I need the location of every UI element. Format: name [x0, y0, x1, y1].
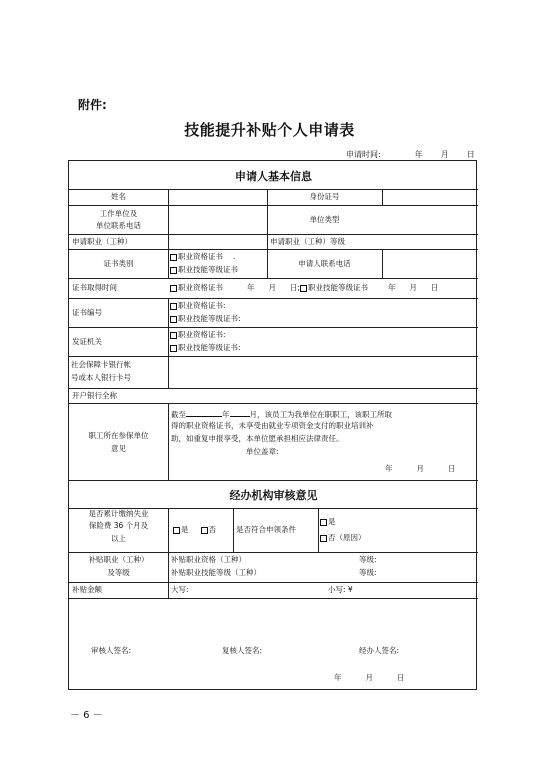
- application-form-table: [68, 160, 477, 690]
- checkbox-icon[interactable]: [170, 303, 177, 310]
- subsidy-skill-level: 等级:: [359, 568, 377, 577]
- checkbox-icon[interactable]: [320, 535, 327, 542]
- review-date: 年 月 日: [334, 673, 405, 682]
- checkbox-icon[interactable]: [173, 527, 180, 534]
- unemployment-options[interactable]: 是 否: [173, 525, 216, 535]
- cert-number-option-qualification[interactable]: 职业资格证书:: [170, 301, 226, 311]
- subsidy-qualification: 补贴职业资格（工种）: [171, 555, 246, 564]
- issuer-option-qualification[interactable]: 职业资格证书:: [170, 330, 226, 340]
- employer-opinion-label-1: 职工所在参保单位: [88, 431, 149, 440]
- section-basic-info-title: 申请人基本信息: [235, 170, 312, 183]
- issuer-option-skill[interactable]: 职业技能等级证书:: [170, 343, 241, 353]
- cert-type-option-skill[interactable]: 职业技能等级证书: [170, 265, 238, 275]
- page-number: － 6 －: [70, 710, 103, 721]
- apply-date: 申请时间: 年 月 日: [346, 150, 475, 159]
- bank-name-label: 开户银行全称: [72, 391, 117, 400]
- apply-occupation-label: 申请职业（工种）: [72, 237, 132, 246]
- cert-number-label: 证书编号: [72, 308, 102, 317]
- eligible-yes-option[interactable]: 是: [320, 517, 336, 527]
- cert-type-label: 证书类别: [103, 259, 134, 268]
- section-review-title: 经办机构审核意见: [229, 489, 318, 502]
- social-card-label-2: 号或本人银行卡号: [71, 373, 131, 382]
- subsidy-amount-label: 补贴金额: [72, 585, 102, 594]
- employer-opinion-label-2: 意见: [111, 444, 126, 453]
- checkbox-icon[interactable]: [170, 254, 177, 261]
- attachment-label: 附件:: [78, 98, 107, 112]
- issuer-label: 发证机关: [72, 337, 102, 346]
- checkbox-icon[interactable]: [170, 332, 177, 339]
- id-number-label: 身份证号: [309, 192, 340, 201]
- name-label: 姓名: [111, 192, 126, 201]
- workplace-label-2: 单位联系电话: [96, 221, 141, 230]
- checkbox-icon[interactable]: [201, 527, 208, 534]
- cert-number-option-skill[interactable]: 职业技能等级证书:: [170, 314, 241, 324]
- cert-time-label: 证书取得时间: [72, 283, 117, 292]
- unit-seal-label: 单位盖章:: [246, 447, 279, 456]
- checkbox-icon[interactable]: [320, 519, 327, 526]
- amount-capital-label: 大写:: [171, 585, 189, 594]
- contact-phone-label: 申请人联系电话: [298, 259, 351, 268]
- opinion-line-1: 截至 年 月，该员工为我单位在职职工，该职工所取: [171, 410, 392, 419]
- eligible-no-option[interactable]: 否（原因）: [320, 533, 366, 543]
- reviewer-signature-label: 审核人签名:: [91, 646, 132, 655]
- opinion-line-2: 得的职业资格证书，未享受由就业专项资金支付的职业培训补: [171, 421, 374, 430]
- subsidy-occupation-label-1: 补贴职业（工种）: [88, 555, 149, 564]
- workplace-label-1: 工作单位及: [99, 209, 138, 218]
- unit-type-label: 单位类型: [309, 215, 340, 224]
- seal-date: 年 月 日: [385, 464, 456, 473]
- unemployment-label-1: 是否累计缴纳失业: [88, 509, 149, 518]
- cert-time-value: 职业资格证书 年 月 日; 职业技能等级证书 年 月 日: [170, 283, 439, 293]
- checkbox-icon[interactable]: [170, 345, 177, 352]
- checkbox-icon[interactable]: [170, 316, 177, 323]
- checkbox-icon[interactable]: [170, 285, 177, 292]
- unemployment-label-3: 以上: [111, 534, 126, 543]
- checkbox-icon[interactable]: [170, 267, 177, 274]
- handler-signature-label: 经办人签名:: [359, 646, 400, 655]
- subsidy-occupation-label-2: 及等级: [107, 568, 130, 577]
- form-title: 技能提升补贴个人申请表: [184, 121, 355, 139]
- social-card-label-1: 社会保障卡银行帐: [71, 360, 131, 369]
- amount-lower-label: 小写: ¥: [328, 585, 353, 594]
- rechecker-signature-label: 复核人签名:: [222, 646, 263, 655]
- unemployment-label-2: 保险费 36 个月及: [88, 521, 149, 530]
- opinion-line-3: 助，如重复申报享受，本单位愿承担相应法律责任。: [171, 434, 344, 443]
- cert-type-option-qualification[interactable]: 职业资格证书 .: [170, 252, 235, 262]
- subsidy-qualification-level: 等级:: [359, 555, 377, 564]
- subsidy-skill: 补贴职业技能等级（工种）: [171, 568, 261, 577]
- apply-level-label: 申请职业（工种）等级: [270, 237, 345, 246]
- checkbox-icon[interactable]: [300, 285, 307, 292]
- eligible-label: 是否符合申领条件: [236, 525, 296, 534]
